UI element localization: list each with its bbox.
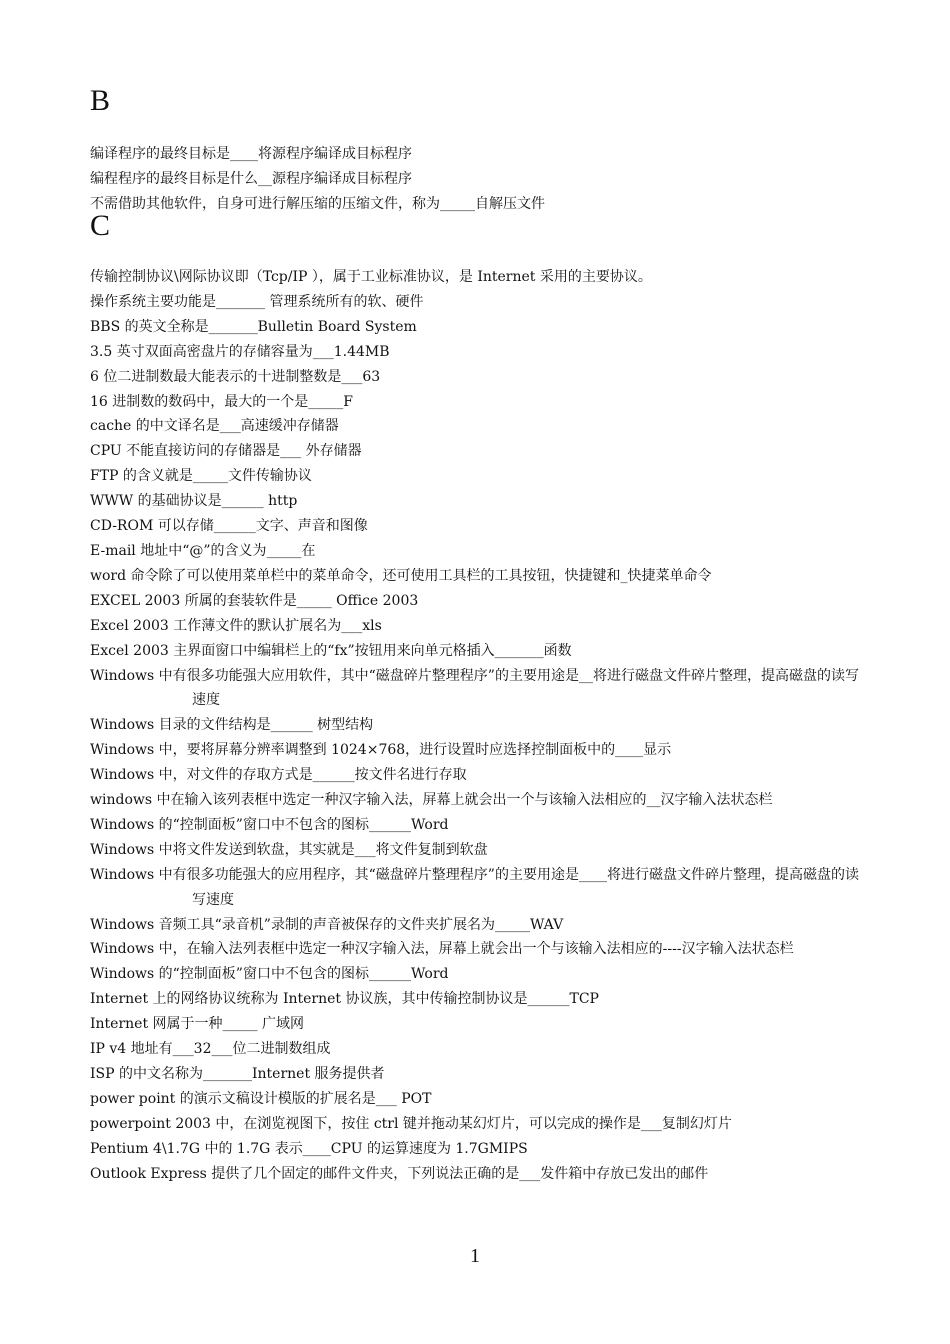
list-item: word 命令除了可以使用菜单栏中的菜单命令，还可使用工具栏的工具按钮，快捷键和_快捷菜单命令 [90,567,712,584]
list-item: Windows 中，在输入法列表框中选定一种汉字输入法，屏幕上就会出一个与该输入法相应的----汉字输入法状态栏 [90,941,794,958]
list-item: Windows 中，要将屏幕分辨率调整到 1024×768，进行设置时应选择控制面板中的____显示 [90,742,672,759]
list-item: 操作系统主要功能是_______ 管理系统所有的软、硬件 [90,293,424,310]
list-item: CPU 不能直接访问的存储器是___ 外存储器 [90,443,362,460]
section-c-list [90,265,870,1187]
list-item: IP v4 地址有___32___位二进制数组成 [90,1041,331,1058]
list-item: Outlook Express 提供了几个固定的邮件文件夹，下列说法正确的是___发件箱中存放已发出的邮件 [90,1165,709,1182]
list-item: windows 中在输入该列表框中选定一种汉字输入法，屏幕上就会出一个与该输入法相应的__汉字输入法状态栏 [90,792,773,809]
list-item: cache 的中文译名是___高速缓冲存储器 [90,418,339,435]
list-item: 传输控制协议\网际协议即（Tcp/IP ），属于工业标准协议，是 Internet 采用的主要协议。 [90,269,652,285]
page-number: 1 [470,1245,480,1267]
list-item: Windows 目录的文件结构是______ 树型结构 [90,717,374,734]
list-item: Excel 2003 主界面窗口中编辑栏上的“fx”按钮用来向单元格插入_______函数 [90,642,572,659]
list-item: BBS 的英文全称是_______Bulletin Board System [90,318,417,335]
list-item: CD-ROM 可以存储______文字、声音和图像 [90,518,368,535]
list-item: ISP 的中文名称为_______Internet 服务提供者 [90,1066,385,1082]
list-item: 编译程序的最终目标是____将源程序编译成目标程序 [90,146,412,162]
list-item: Internet 网属于一种_____ 广域网 [90,1016,304,1033]
section-heading-b: B [90,84,111,117]
list-item: Windows 中，对文件的存取方式是______按文件名进行存取 [90,767,467,784]
list-item: 6 位二进制数最大能表示的十进制整数是___63 [90,368,381,385]
list-item: Pentium 4\1.7G 中的 1.7G 表示____CPU 的运算速度为 1.7GMIPS [90,1140,528,1157]
list-item: Windows 的“控制面板”窗口中不包含的图标______Word [90,816,449,833]
list-item: 编程程序的最终目标是什么__源程序编译成目标程序 [90,170,412,187]
list-item: power point 的演示文稿设计模版的扩展名是___ POT [90,1090,432,1107]
list-item: 不需借助其他软件，自身可进行解压缩的压缩文件，称为_____自解压文件 [90,195,545,212]
list-item: EXCEL 2003 所属的套装软件是_____ Office 2003 [90,592,419,609]
list-item: Internet 上的网络协议统称为 Internet 协议族，其中传输控制协议是______TCP [90,991,599,1008]
list-item: E-mail 地址中“@”的含义为_____在 [90,542,316,559]
section-heading-c: C [90,209,111,242]
list-item: WWW 的基础协议是______ http [90,493,298,510]
list-item: Windows 的“控制面板”窗口中不包含的图标______Word [90,966,449,983]
section-b-list [90,142,870,217]
list-item: Windows 中有很多功能强大应用软件，其中“磁盘碎片整理程序”的主要用途是__将进行磁盘文件碎片整理，提高磁盘的读写速度 [90,667,859,709]
list-item: 16 进制数的数码中，最大的一个是_____F [90,393,353,410]
list-item: Windows 中有很多功能强大的应用程序，其“磁盘碎片整理程序”的主要用途是____将进行磁盘文件碎片整理，提高磁盘的读写速度 [90,866,859,908]
list-item: Windows 中将文件发送到软盘，其实就是___将文件复制到软盘 [90,841,488,858]
list-item: powerpoint 2003 中，在浏览视图下，按住 ctrl 键并拖动某幻灯片，可以完成的操作是___复制幻灯片 [90,1115,732,1132]
list-item: FTP 的含义就是_____文件传输协议 [90,468,312,485]
list-item: 3.5 英寸双面高密盘片的存储容量为___1.44MB [90,343,390,360]
list-item: Windows 音频工具“录音机”录制的声音被保存的文件夹扩展名为_____WAV [90,916,564,933]
list-item: Excel 2003 工作薄文件的默认扩展名为___xls [90,617,382,634]
